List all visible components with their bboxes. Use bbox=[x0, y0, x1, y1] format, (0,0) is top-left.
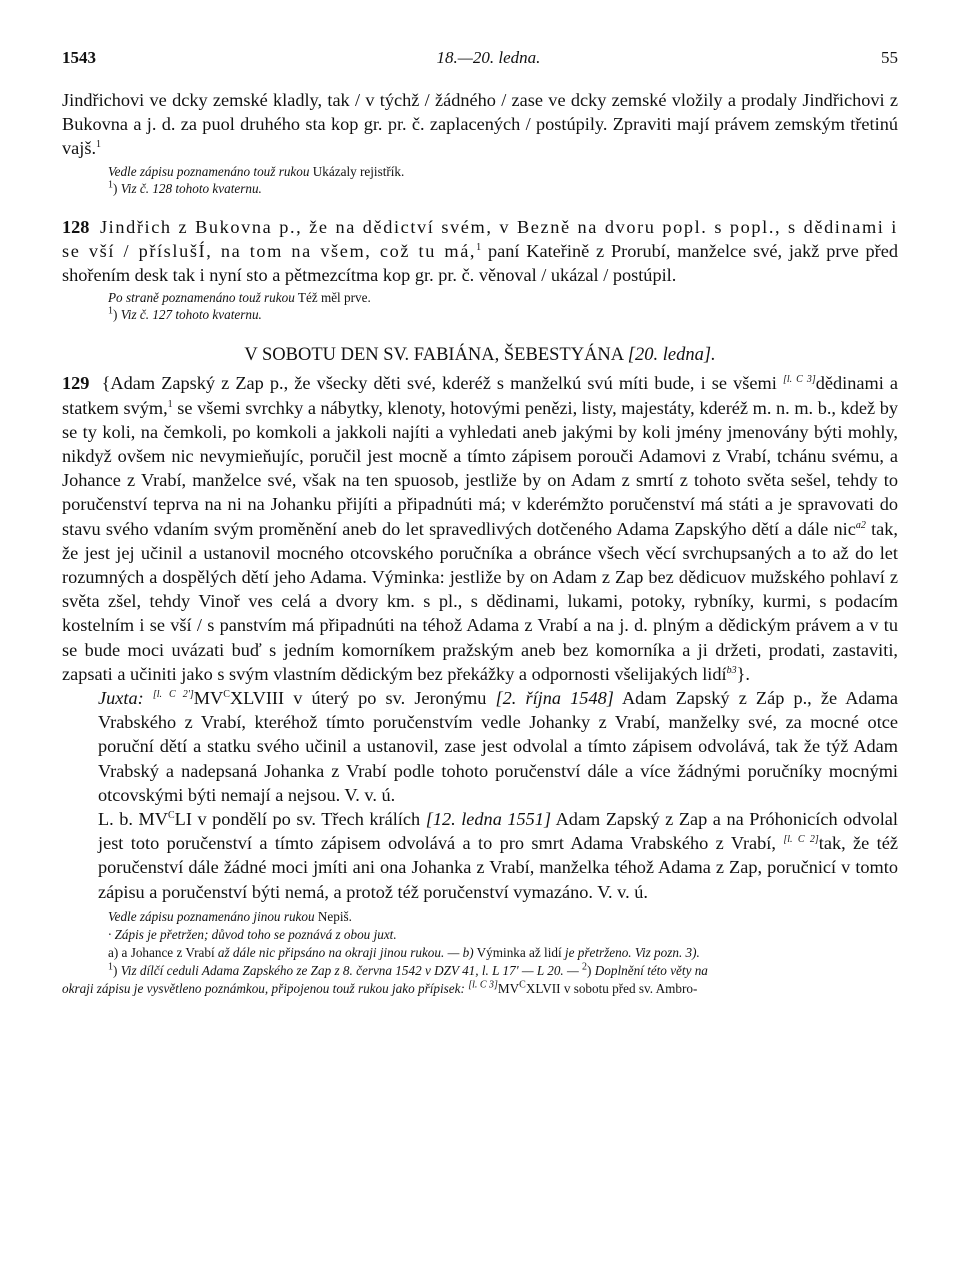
page-header bbox=[62, 48, 898, 88]
juxta-paragraph: Juxta: $[l. C 2']MV^CXLVIII$ v úterý po sv. Jeronýmu [2. října 1548] Adam Zapský z Záp p., že Adama Vrabského z Vrabí, kteréhož tímto poručenstvím vedle Johanky z Vrabí, manželky své, za mocné otce poruční dětí a statku svého učinil a ustanovil, zase jest odvolal a tímto zápisem odvolává, tak že týž Adam Vrabský a nadepsaná Johanka z Vrabí podle tohoto poručenství dále a více žádnými poručníky mocnými otcovskými býti nemají a nejsou. V. v. ú. bbox=[98, 688, 898, 805]
marginal-note: Po straně poznamenáno touž rukou Též měl prve. bbox=[108, 290, 371, 306]
lb-paragraph: L. b. $MV^CLI$ v pondělí po sv. Třech králích [12. ledna 1551] Adam Zapský z Zap a na Próhonicích odvolal jest toto poručenství a tímto zápisem odvolává a to pro smrt Adama Vrabského z Vrabí, [l. C 2]tak, že též poručenství dále žádné moci jmíti ani ona Johanka z Vrabí, manželka téhož Adama z Zap, poručnicí v tomto zápisu a poručenství býti nemá, a protož též poručenství vymazáno. V. v. ú. bbox=[98, 809, 898, 902]
entry-number: 128 bbox=[62, 216, 90, 237]
footnote: $^1$) Viz č. 128 tohoto kvaternu. bbox=[108, 179, 262, 196]
entry-range: 1543 bbox=[62, 48, 96, 67]
entry-128: 128 Jindřich z Bukovna p., že na dědictví svém, v Bezně na dvoru popl. s popl., s dědinami i se vší / příslušÍ, na tom na všem, což tu má,$^1$ paní Kateřině z Prorubí, manželce své, jakž prve před shořením desk tak i nyní sto a pětmezcítma kop gr. pr. č. věnoval / ukázal / postúpil. bbox=[62, 216, 899, 286]
date-range: 18.—20. ledna. bbox=[436, 48, 541, 67]
page-number: 55 bbox=[880, 48, 898, 67]
note-line: a) a Johance z Vrabí až dále nic připsáno na okraji jinou rukou. — b) Výminka až lidí je přetrženo. Viz pozn. 3). bbox=[108, 944, 700, 960]
page bbox=[62, 48, 898, 998]
note-line: okraji zápisu je vysvětleno poznámkou, připojenou touž rukou jako přípisek: $[l. C 3]MV^CXLVII$ v sobotu před sv. Ambro- bbox=[62, 979, 698, 996]
marginal-note: Vedle zápisu poznamenáno touž rukou Ukázaly rejistřík. bbox=[108, 163, 405, 179]
section-heading: V SOBOTU DEN SV. FABIÁNA, ŠEBESTYÁNA [20. ledna]. bbox=[244, 345, 716, 366]
entry-127-continuation: Jindřichovi ve dcky zemské kladly, tak / v týchž / žádného / zase ve dcky zemské vložily a prodaly Jindřichovi z Bukovna a j. d. za puol druhého sta kop gr. pr. č. zaplacených / postúpily. Zpraviti mají právem zemským třetinú vajš.$^1$ bbox=[62, 90, 898, 159]
marginal-note: Vedle zápisu poznamenáno jinou rukou Nepiš. bbox=[108, 908, 352, 924]
entry-number: 129 bbox=[62, 373, 90, 394]
footnote: $^1$) Viz č. 127 tohoto kvaternu. bbox=[108, 305, 262, 323]
footnotes bbox=[62, 908, 898, 998]
note-line: $^1$) Viz dílčí ceduli Adama Zapského ze Zap z 8. června 1542 v DZV 41, l. L 17' — L 20. — $^2$) Doplnění této věty na bbox=[108, 961, 708, 978]
page-body bbox=[62, 88, 898, 998]
note-line: · Zápis je přetržen; důvod toho se poznává z obou juxt. bbox=[108, 926, 397, 942]
entry-129: 129 {Adam Zapský z Zap p., že všecky děti své, kderéž s manželkú svú míti bude, i se všemi [l. C 3]dědinami a statkem svým,$^1$ se všemi svrchky a nábytky, klenoty, hotovými penězi, listy, majestáty, kderéž m. n. m. b., kdež by se ty koli, na čemkoli, po komkoli a jakkoli najíti a vyhledati aneb jakými by koli jmény jmenovány býti mohly, nikdyž ovšem nic nevymieňujíc, poručil jest mocně a tímto zápisem porouči Adamovi z Vrabí, tchánu svému, a Johance z Vrabí, manželce své, však na ten spuosob, jestliže by on Adam z smrtí z tohoto světa sešel, tehdy to poručenství teprva na ni na Johanku přijíti a připadnúti má; v kderémžto poručenství má státi a je spravovati do stavu svého vdaním svým proměnění aneb do let spravedlivých dotčeného Adama Zapskýho dětí a dále nic$^{a2}$ tak, že jest jej učinil a ustanovil mocného otcovského poručníka a obránce všech věcí svrchupsaných a to až do let rozumných a dospělých dětí jeho Adama. Výminka: jestliže by on Adam z Zap bez dědicuov mužského pohlaví z světa zšel, tehdy Vinoř ves celá a dvory km. s pl., s dědinami, lukami, potoky, rybníky, kurmi, s podacím kostelním i se vší / s panstvím má připadnúti na téhož Adama z Vrabí a na j. d. plným a dědickým právem a v tu se bude moci uvázati buď s jedním komorníkem pražským aneb bez komorníka a ji držeti, prodati, zastaviti, zapsati a učiniti jako s svým vlastním dědickým bez překážky a odpornosti všelijakých lidí$^{b3}$}. bbox=[62, 373, 899, 684]
